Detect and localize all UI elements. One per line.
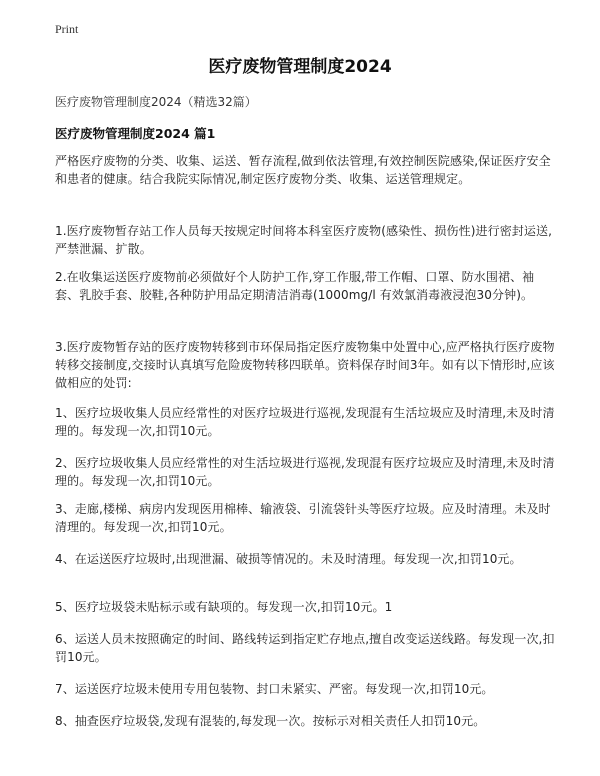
document-title: 医疗废物管理制度2024 [208,57,392,77]
penalty-item-6: 6、运送人员未按照确定的时间、路线转运到指定贮存地点,擅自改变运送线路。每发现一次,扣罚10元。 [55,632,555,664]
paragraph-intro: 严格医疗废物的分类、收集、运送、暂存流程,做到依法管理,有效控制医院感染,保证医疗安全和患者的健康。结合我院实际情况,制定医疗废物分类、收集、运送管理规定。 [55,154,551,186]
paragraph-rule-1: 1.医疗废物暂存站工作人员每天按规定时间将本科室医疗废物(感染性、损伤性)进行密封运送,严禁泄漏、扩散。 [55,224,553,256]
penalty-item-2: 2、医疗垃圾收集人员应经常性的对生活垃圾进行巡视,发现混有医疗垃圾应及时清理,未及时清理的。每发现一次,扣罚10元。 [55,456,555,488]
penalty-item-3: 3、走廊,楼梯、病房内发现医用棉棒、输液袋、引流袋针头等医疗垃圾。应及时清理。未及时清理的。每发现一次,扣罚10元。 [55,502,551,534]
penalty-item-1: 1、医疗垃圾收集人员应经常性的对医疗垃圾进行巡视,发现混有生活垃圾应及时清理,未及时清理的。每发现一次,扣罚10元。 [55,406,555,438]
paragraph-rule-2: 2.在收集运送医疗废物前必须做好个人防护工作,穿工作服,带工作帽、口罩、防水围裙、袖套、乳胶手套、胶鞋,各种防护用品定期清洁消毒(1000mg/l 有效氯消毒液浸泡30分钟)。 [55,270,535,302]
document-subtitle: 医疗废物管理制度2024（精选32篇） [55,95,257,109]
print-label: Print [55,22,79,36]
paragraph-rule-3: 3.医疗废物暂存站的医疗废物转移到市环保局指定医疗废物集中处置中心,应严格执行医疗废物转移交接制度,交接时认真填写危险废物转移四联单。资料保存时间3年。如有以下情形时,应该做相应的处罚: [55,340,555,390]
penalty-item-5: 5、医疗垃圾袋未贴标示或有缺项的。每发现一次,扣罚10元。1 [55,600,393,614]
penalty-item-8: 8、抽查医疗垃圾袋,发现有混装的,每发现一次。按标示对相关责任人扣罚10元。 [55,714,486,728]
section-heading: 医疗废物管理制度2024 篇1 [55,126,216,141]
penalty-item-4: 4、在运送医疗垃圾时,出现泄漏、破损等情况的。未及时清理。每发现一次,扣罚10元。 [55,552,522,566]
penalty-item-7: 7、运送医疗垃圾未使用专用包装物、封口未紧实、严密。每发现一次,扣罚10元。 [55,682,494,696]
